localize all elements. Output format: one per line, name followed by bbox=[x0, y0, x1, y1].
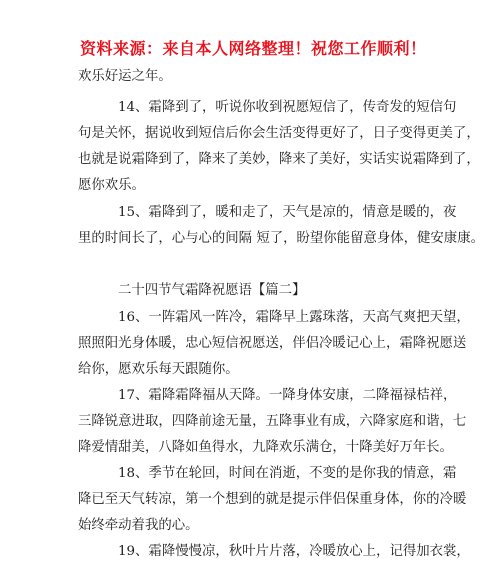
section-heading: 二十四节气霜降祝愿语【篇二】 bbox=[118, 283, 306, 298]
text-line: 17、霜降霜降福从天降。一降身体安康，二降福禄桔祥， bbox=[118, 388, 457, 403]
text-line: 愿你欢乐。 bbox=[78, 178, 145, 193]
text-line: 19、霜降慢慢凉，秋叶片片落，冷暖放心上，记得加衣裳， bbox=[118, 544, 470, 559]
text-line: 里的时间长了，心与心的间隔 短了，盼望你能留意身体，健安康康。 bbox=[78, 231, 484, 246]
text-line: 降已至天气转凉，第一个想到的就是提示伴侣保重身体，你的冷暖 bbox=[78, 492, 467, 507]
text-line: 降爱情甜美，八降如鱼得水，九降欢乐满仓，十降美好万年长。 bbox=[78, 440, 453, 455]
text-line: 三降锐意进取，四降前途无量，五降事业有成，六降家庭和谐，七 bbox=[78, 414, 467, 429]
text-line: 给你，愿欢乐每天跟随你。 bbox=[78, 362, 239, 377]
text-line: 照照阳光身体暖，忠心短信祝愿送，伴侣冷暖记心上，霜降祝愿送 bbox=[78, 336, 467, 351]
text-line: 16、一阵霜风一阵冷，霜降早上露珠落，天高气爽把天望， bbox=[118, 310, 470, 325]
source-header: 资料来源：来自本人网络整理！祝您工作顺利！ bbox=[80, 39, 427, 58]
text-line: 15、霜降到了，暖和走了，天气是凉的，情意是暖的，夜 bbox=[118, 205, 457, 220]
text-line: 欢乐好运之年。 bbox=[78, 69, 172, 84]
text-line: 句是关怀，据说收到短信后你会生活变得更好了，日子变得更美了， bbox=[78, 126, 480, 141]
text-line: 始终牵动着我的心。 bbox=[78, 518, 199, 533]
text-line: 18、季节在轮回，时间在消逝，不变的是你我的情意，霜 bbox=[118, 466, 457, 481]
text-line: 14、霜降到了，听说你收到祝愿短信了，传奇发的短信句 bbox=[118, 100, 457, 115]
text-line: 也就是说霜降到了，降来了美妙，降来了美好，实话实说霜降到了， bbox=[78, 152, 480, 167]
